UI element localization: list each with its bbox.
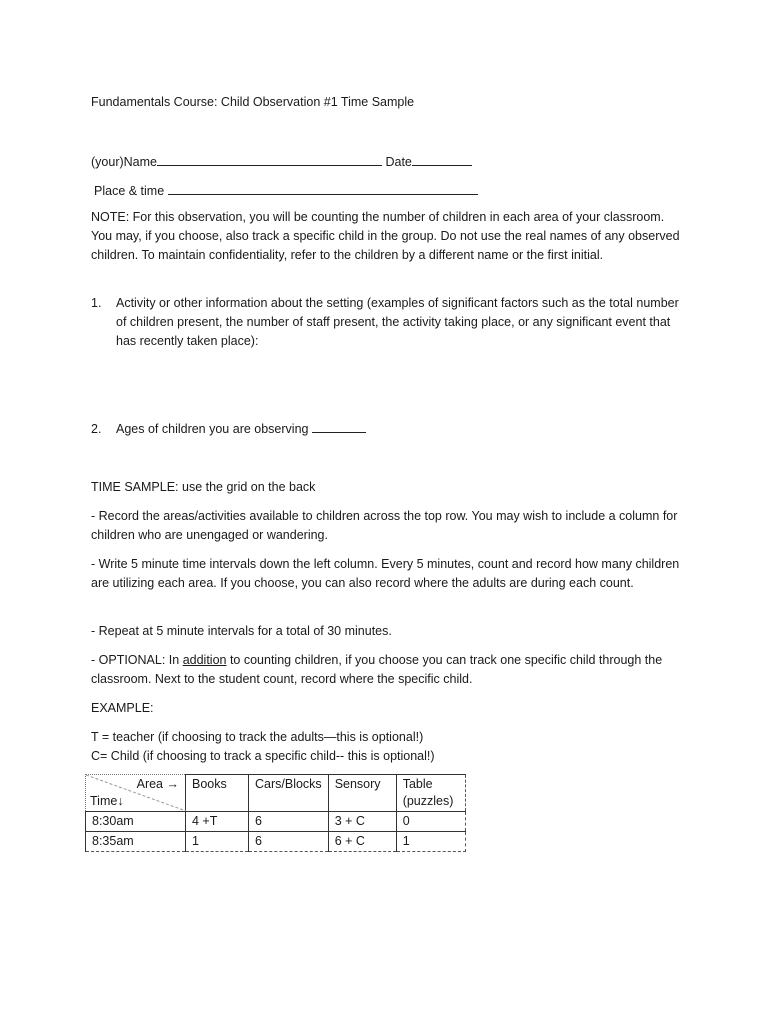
table-row xyxy=(86,812,466,832)
name-date-row xyxy=(91,153,472,169)
table-cell: 1 xyxy=(186,832,249,852)
column-header: Cars/Blocks xyxy=(249,775,329,812)
place-time-label: Place & time xyxy=(94,184,168,198)
place-time-row xyxy=(94,182,478,198)
example-table xyxy=(85,774,466,852)
optional-underlined-word: addition xyxy=(182,653,227,667)
optional-paragraph xyxy=(91,651,681,689)
time-cell: 8:30am xyxy=(86,812,186,832)
diagonal-header-cell xyxy=(86,775,186,812)
list-number: 2. xyxy=(91,422,102,436)
list-item xyxy=(91,294,681,351)
example-legend xyxy=(91,728,681,766)
column-header: Table (puzzles) xyxy=(396,775,465,812)
list-item xyxy=(91,420,681,439)
legend-teacher: T = teacher (if choosing to track the adults—this is optional!) xyxy=(91,730,424,744)
table-cell: 6 xyxy=(249,812,329,832)
instruction-paragraph: - Repeat at 5 minute intervals for a total of 30 minutes. xyxy=(91,624,392,638)
time-axis-label: Time↓ xyxy=(90,794,124,808)
list-text: Ages of children you are observing xyxy=(116,422,312,436)
note-paragraph: NOTE: For this observation, you will be counting the number of children in each area of your classroom. You may, if you choose, also track a specific child in the group. Do not use the real names of any observed children. To maintain confidentiality, refer to the children by a different name or the first initial. xyxy=(91,210,680,262)
area-axis-label: Area → xyxy=(136,777,179,791)
time-sample-heading: TIME SAMPLE: use the grid on the back xyxy=(91,480,316,494)
table-cell: 0 xyxy=(396,812,465,832)
date-blank[interactable] xyxy=(412,153,472,166)
optional-suffix: to counting children, if you choose you can track one specific child through the classroom. Next to the student count, record where the specific child. xyxy=(91,653,663,686)
table-cell: 6 + C xyxy=(328,832,396,852)
example-heading: EXAMPLE: xyxy=(91,701,154,715)
instruction-paragraph: - Record the areas/activities available to children across the top row. You may wish to include a column for children who are unengaged or wandering. xyxy=(91,509,678,542)
column-header: Sensory xyxy=(328,775,396,812)
table-cell: 6 xyxy=(249,832,329,852)
instruction-paragraph: - Write 5 minute time intervals down the left column. Every 5 minutes, count and record how many children are utilizing each area. If you choose, you can also record where the adults are during each count. xyxy=(91,557,680,590)
table-cell: 1 xyxy=(396,832,465,852)
name-blank[interactable] xyxy=(157,153,382,166)
optional-prefix: - OPTIONAL: In xyxy=(91,653,183,667)
list-number: 1. xyxy=(91,296,102,310)
ages-blank[interactable] xyxy=(312,420,366,433)
table-cell: 3 + C xyxy=(328,812,396,832)
date-label: Date xyxy=(385,155,412,169)
table-cell: 4 +T xyxy=(186,812,249,832)
column-header: Books xyxy=(186,775,249,812)
place-time-blank[interactable] xyxy=(168,182,478,195)
list-text: Activity or other information about the setting (examples of significant factors such as the total number of children present, the number of staff present, the activity taking place, or any significant event that has recently taken place): xyxy=(116,296,679,348)
time-cell: 8:35am xyxy=(86,832,186,852)
legend-child: C= Child (if choosing to track a specific child-- this is optional!) xyxy=(91,749,435,763)
table-header-row xyxy=(86,775,466,812)
list-text-row xyxy=(116,420,681,439)
name-label: (your)Name xyxy=(91,155,157,169)
table-row xyxy=(86,832,466,852)
page-title: Fundamentals Course: Child Observation #1 Time Sample xyxy=(91,95,415,109)
